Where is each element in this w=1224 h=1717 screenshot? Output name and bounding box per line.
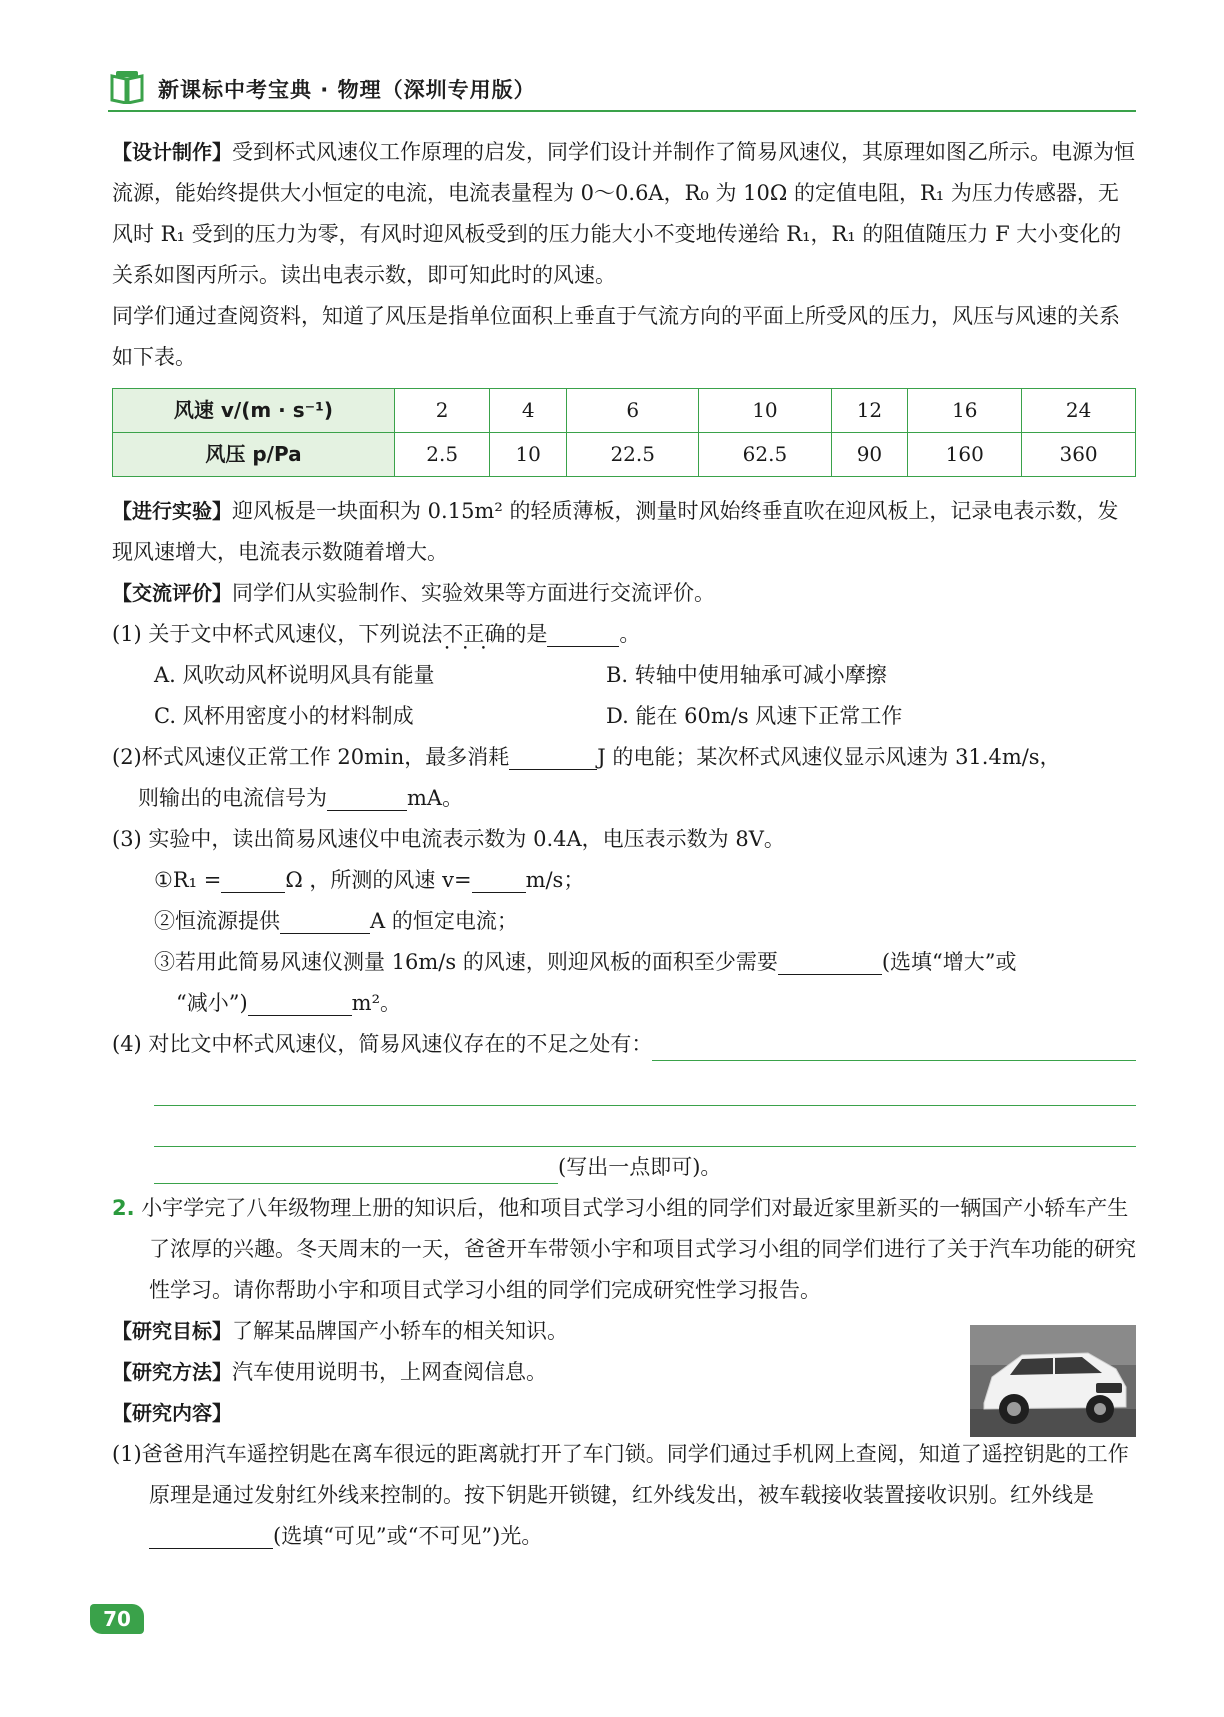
table-cell: 90 <box>831 433 908 477</box>
answer-line[interactable] <box>154 1154 558 1184</box>
header-title: 新课标中考宝典 · 物理（深圳专用版） <box>158 78 536 102</box>
evaluation-paragraph <box>112 573 1136 614</box>
table-cell: 2.5 <box>395 433 490 477</box>
option-d: D. 能在 60m/s 风速下正常工作 <box>606 704 903 728</box>
question-4-end <box>112 1147 1136 1188</box>
research-content-1 <box>112 1434 1136 1557</box>
content-1-text: (1)爸爸用汽车遥控钥匙在离车很远的距离就打开了车门锁。同学们通过手机网上查阅，知道了遥控钥匙的工作原理是通过发射红外线来控制的。按下钥匙开锁键，红外线发出，被车载接收装置接收识别。红外线是 <box>112 1442 1129 1507</box>
wind-pressure-table <box>112 388 1136 477</box>
content-tag: 【研究内容】 <box>112 1401 232 1425</box>
page-number: 70 <box>90 1604 144 1634</box>
design-tag: 【设计制作】 <box>112 140 232 164</box>
q1-options <box>112 655 1136 737</box>
table-cell: 4 <box>490 389 567 433</box>
q1-end: 。 <box>619 622 641 646</box>
answer-blank[interactable] <box>149 1521 273 1549</box>
q3-c4: m²。 <box>351 991 402 1015</box>
answer-blank[interactable] <box>327 783 407 811</box>
table-cell: 12 <box>831 389 908 433</box>
table-cell: 22.5 <box>567 433 699 477</box>
table-cell: 10 <box>490 433 567 477</box>
experiment-tag: 【进行实验】 <box>112 499 232 523</box>
problem-2-text: 小宇学完了八年级物理上册的知识后，他和项目式学习小组的同学们对最近家里新买的一辆国产小轿车产生了浓厚的兴趣。冬天周末的一天，爸爸开车带领小宇和项目式学习小组的同学们进行了关于汽车功能的研究性学习。请你帮助小宇和项目式学习小组的同学们完成研究性学习报告。 <box>141 1196 1136 1302</box>
q3-a2: Ω ，所测的风速 v= <box>285 868 472 892</box>
question-1 <box>112 614 1136 655</box>
q4-stem: (4) 对比文中杯式风速仪，简易风速仪存在的不足之处有： <box>112 1032 653 1056</box>
q3-a1: ①R₁ = <box>154 868 222 892</box>
answer-blank[interactable] <box>472 865 526 893</box>
table-cell: 360 <box>1022 433 1136 477</box>
q3-b1: ②恒流源提供 <box>154 909 280 933</box>
q3-c3: “减小”) <box>176 991 248 1015</box>
answer-blank[interactable] <box>547 619 619 647</box>
table-cell: 10 <box>699 389 831 433</box>
goal-tag: 【研究目标】 <box>112 1319 232 1343</box>
problem-2-intro <box>112 1188 1136 1311</box>
table-row <box>113 433 1136 477</box>
evaluation-tag: 【交流评价】 <box>112 581 232 605</box>
problem-number: 2. <box>112 1196 135 1220</box>
question-2 <box>112 737 1136 778</box>
experiment-paragraph <box>112 491 1136 573</box>
option-a: A. 风吹动风杯说明风具有能量 <box>154 663 435 687</box>
design-text: 受到杯式风速仪工作原理的启发，同学们设计并制作了简易风速仪，其原理如图乙所示。电源为恒流源，能始终提供大小恒定的电流，电流表量程为 0～0.6A，R₀ 为 10Ω 的定值电阻，R₁ 为压力传感器，无风时 R₁ 受到的压力为零，有风时迎风板受到的压力能大小不变地传递给 R₁，R₁ 的阻值随压力 F 大小变化的关系如图丙所示。读出电表示数，即可知此时的风速。 <box>112 140 1135 287</box>
question-3: (3) 实验中，读出简易风速仪中电流表示数为 0.4A，电压表示数为 8V。 <box>112 827 785 851</box>
method-text: 汽车使用说明书，上网查阅信息。 <box>232 1360 547 1384</box>
table-cell: 16 <box>908 389 1022 433</box>
table-cell: 2 <box>395 389 490 433</box>
q3-a3: m/s； <box>525 868 585 892</box>
table-row <box>113 389 1136 433</box>
answer-blank[interactable] <box>778 947 882 975</box>
table-cell: 6 <box>567 389 699 433</box>
page-header <box>108 70 1136 114</box>
q1-emphasis: 不正确 • • • <box>442 622 505 646</box>
option-b: B. 转轴中使用轴承可减小摩擦 <box>606 663 887 687</box>
question-3-c-cont <box>112 983 1136 1024</box>
q1-suffix: 的是 <box>505 622 548 646</box>
question-4 <box>112 1024 1136 1065</box>
table-header-cell: 风压 p/Pa <box>113 433 395 477</box>
answer-blank[interactable] <box>248 988 352 1016</box>
answer-blank[interactable] <box>280 906 370 934</box>
goal-text: 了解某品牌国产小轿车的相关知识。 <box>232 1319 568 1343</box>
research-paragraph: 同学们通过查阅资料，知道了风压是指单位面积上垂直于气流方向的平面上所受风的压力，风压与风速的关系如下表。 <box>112 304 1120 369</box>
table-cell: 62.5 <box>699 433 831 477</box>
q2-part1: (2)杯式风速仪正常工作 20min，最多消耗 <box>112 745 510 769</box>
q3-c2: (选填“增大”或 <box>881 950 1017 974</box>
question-3-c <box>112 942 1136 983</box>
table-header-cell: 风速 v/(m · s⁻¹) <box>113 389 395 433</box>
content-1-tail: (选填“可见”或“不可见”)光。 <box>273 1524 543 1548</box>
q2-part3: 则输出的电流信号为 <box>138 786 327 810</box>
question-3-a <box>112 860 1136 901</box>
answer-line[interactable] <box>652 1031 1136 1061</box>
evaluation-text: 同学们从实验制作、实验效果等方面进行交流评价。 <box>232 581 715 605</box>
question-2-cont <box>112 778 1136 819</box>
answer-blank[interactable] <box>509 742 597 770</box>
option-c: C. 风杯用密度小的材料制成 <box>154 704 414 728</box>
q2-part4: mA。 <box>407 786 464 810</box>
q4-end: (写出一点即可)。 <box>558 1155 722 1179</box>
car-photo <box>970 1325 1136 1437</box>
header-divider <box>108 110 1136 112</box>
answer-line[interactable] <box>154 1065 1136 1106</box>
table-cell: 24 <box>1022 389 1136 433</box>
book-logo-icon <box>108 70 146 104</box>
table-cell: 160 <box>908 433 1022 477</box>
experiment-text: 迎风板是一块面积为 0.15m² 的轻质薄板，测量时风始终垂直吹在迎风板上，记录电表示数，发现风速增大，电流表示数随着增大。 <box>112 499 1119 564</box>
method-tag: 【研究方法】 <box>112 1360 232 1384</box>
question-3-b <box>112 901 1136 942</box>
q2-part2: J 的电能；某次杯式风速仪显示风速为 31.4m/s， <box>597 745 1061 769</box>
q3-c1: ③若用此简易风速仪测量 16m/s 的风速，则迎风板的面积至少需要 <box>154 950 778 974</box>
q1-prefix: (1) 关于文中杯式风速仪，下列说法 <box>112 622 443 646</box>
answer-blank[interactable] <box>221 865 285 893</box>
q3-b2: A 的恒定电流； <box>370 909 518 933</box>
design-paragraph <box>112 132 1136 296</box>
answer-line[interactable] <box>154 1106 1136 1147</box>
